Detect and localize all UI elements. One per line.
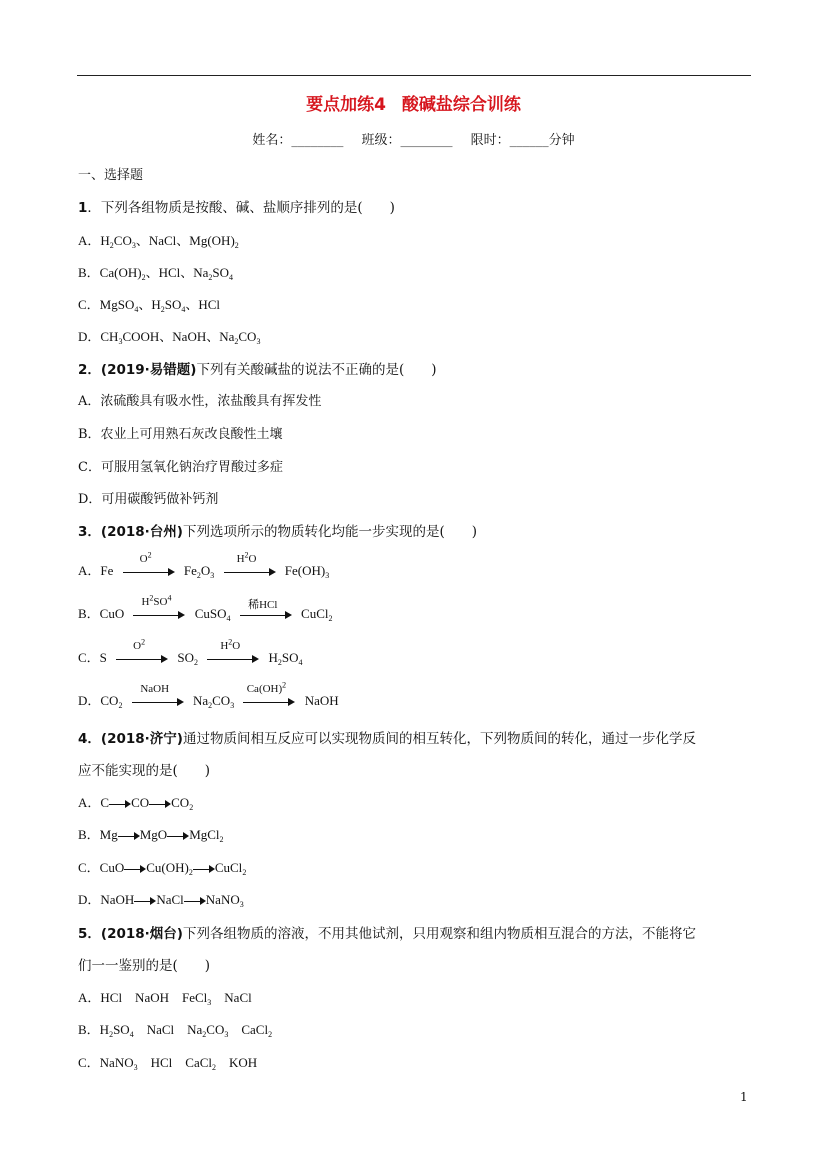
q5-option-b: B．$H_2SO_4$ NaCl $Na_2CO_3$ CaCl$_2$ <box>78 1022 273 1039</box>
q3-option-c: C．S $O^2$ $SO_2$ $H^2O$ $H_2SO_4$ <box>78 637 303 667</box>
question-5: 5．(2018·烟台)下列各组物质的溶液，不用其他试剂，只用观察和组内物质相互混合的方法，不能将它 <box>78 926 696 942</box>
question-4: 4．(2018·济宁)通过物质间相互反应可以实现物质间的相互转化，下列物质间的转化，通过一步化学反 <box>78 731 696 747</box>
reaction-arrow-icon: 稀HCl <box>240 608 292 622</box>
arrow-icon <box>193 863 215 875</box>
reaction-arrow-icon: $O^2$ <box>123 565 175 579</box>
reaction-arrow-icon: Ca(OH)$^2$ <box>243 695 295 709</box>
q4-option-d: D．NaOH NaCl NaNO$_3$ <box>78 892 244 909</box>
reaction-arrow-icon: $H^2O$ <box>224 565 276 579</box>
reaction-arrow-icon: $H^2SO^4$ <box>133 608 185 622</box>
title-sub: 酸碱盐综合训练 <box>401 95 521 115</box>
page-title <box>0 90 827 115</box>
section-heading: 一、选择题 <box>78 168 144 183</box>
q2-option-a: A．浓硫酸具有吸水性，浓盐酸具有挥发性 <box>78 394 322 409</box>
arrow-icon <box>124 863 146 875</box>
q4-option-c: C．CuO $Cu(OH)_2$ CuCl$_2$ <box>78 860 247 877</box>
q3-option-a: A．Fe $O^2$ $Fe_2O_3$ $H^2O$ $Fe(OH)_3$ <box>78 550 330 580</box>
q3-option-b: B．CuO $H^2SO^4$ CuSO$_4$ 稀HCl CuCl$_2$ <box>78 593 333 623</box>
question-5-cont: 们一一鉴别的是( ) <box>78 958 211 974</box>
question-4-cont: 应不能实现的是( ) <box>78 763 211 779</box>
q1-option-c: C．MgSO$_4$、$H_2SO_4$、HCl <box>78 297 221 314</box>
q5-option-c: C．NaNO$_3$ HCl CaCl$_2$ KOH <box>78 1055 258 1072</box>
name-field: 姓名：________ <box>252 133 344 148</box>
reaction-arrow-icon: NaOH <box>132 695 184 709</box>
q4-option-a: A．C CO $CO_2$ <box>78 795 194 812</box>
q4-option-b: B．Mg MgO MgCl$_2$ <box>78 827 224 844</box>
arrow-icon <box>134 895 156 907</box>
reaction-arrow-icon: $H^2O$ <box>207 652 259 666</box>
time-field: 限时：______分钟 <box>470 133 575 148</box>
arrow-icon <box>109 798 131 810</box>
q1-option-a: A．$H_2CO_3$、NaCl、$Mg(OH)_2$ <box>78 233 239 250</box>
page-number: 1 <box>740 1090 748 1104</box>
arrow-icon <box>184 895 206 907</box>
header-rule <box>77 75 751 76</box>
question-3: 3．(2018·台州)下列选项所示的物质转化均能一步实现的是( ) <box>78 524 477 540</box>
q2-option-b: B．农业上可用熟石灰改良酸性土壤 <box>78 427 283 442</box>
title-main: 要点加练4 <box>306 95 386 115</box>
question-2: 2．(2019·易错题)下列有关酸碱盐的说法不正确的是( ) <box>78 362 437 378</box>
class-field: 班级：________ <box>361 133 453 148</box>
question-1: 1．下列各组物质是按酸、碱、盐顺序排列的是( ) <box>78 200 395 216</box>
arrow-icon <box>118 830 140 842</box>
q1-option-b: B．$Ca(OH)_2$、HCl、$Na_2SO_4$ <box>78 265 234 282</box>
q5-option-a: A．HCl NaOH FeCl$_3$ NaCl <box>78 990 252 1007</box>
q2-option-d: D．可用碳酸钙做补钙剂 <box>78 492 219 507</box>
student-info <box>0 129 827 148</box>
reaction-arrow-icon: $O^2$ <box>116 652 168 666</box>
q1-option-d: D．$CH_3COOH$、NaOH、$Na_2CO_3$ <box>78 329 261 346</box>
q3-option-d: D．$CO_2$ NaOH $Na_2CO_3$ Ca(OH)$^2$ NaOH <box>78 680 339 710</box>
arrow-icon <box>149 798 171 810</box>
q2-option-c: C．可服用氢氧化钠治疗胃酸过多症 <box>78 460 283 475</box>
arrow-icon <box>167 830 189 842</box>
